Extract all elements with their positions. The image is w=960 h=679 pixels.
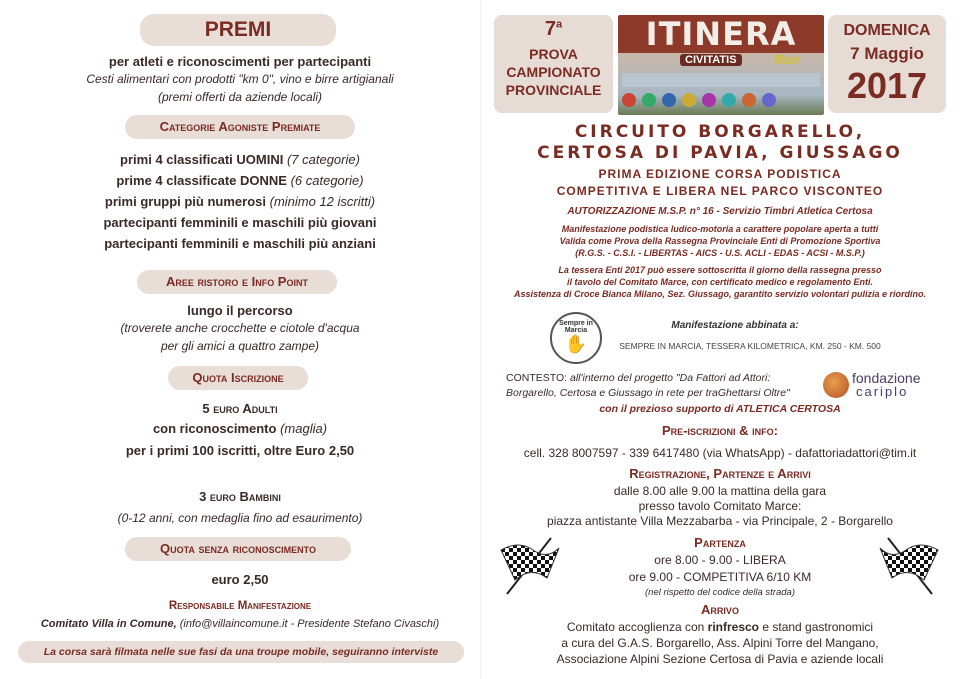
senza-price: euro 2,50 (211, 572, 269, 587)
prima-l1: PRIMA EDIZIONE CORSA PODISTICA (598, 167, 842, 181)
tessera-l1: La tessera Enti 2017 può essere sottoscritta il giorno della rassegna presso (558, 265, 882, 275)
aree-heading: Aree ristoro e Info Point (137, 270, 337, 294)
logo-buildings (622, 73, 820, 87)
prova-l1: PROVA (529, 46, 578, 62)
responsabile-line (0, 618, 480, 630)
circuito-l2: CERTOSA DI PAVIA, GIUSSAGO (537, 143, 903, 163)
quota-ricon-note: (maglia) (280, 421, 328, 436)
prova-num: 7 (544, 18, 556, 40)
quota-riconoscimento (0, 421, 480, 436)
fondazione-l1: fondazione (852, 370, 921, 386)
contesto-text1: all'interno del progetto "Da Fattori ad Attori: (569, 372, 771, 384)
manif-l1: Manifestazione podistica ludico-motoria a carattere popolare aperta a tutti (561, 224, 879, 234)
quota-primi: per i primi 100 iscritti, oltre Euro 2,50 (125, 443, 355, 458)
premi-line3: (premi offerti da aziende locali) (157, 90, 323, 104)
arrivo-l1b: rinfresco (707, 620, 760, 634)
cat-donne (0, 173, 480, 188)
cat-uomini-main: primi 4 classificati UOMINI (120, 152, 284, 167)
logo-sub: CIVITATIS (680, 54, 742, 66)
arrivo-l1c: e stand gastronomici (762, 620, 874, 634)
fondazione-l2: cariplo (856, 384, 909, 399)
logo-crests (622, 93, 776, 107)
fondazione-logo (823, 372, 849, 398)
prova-number (494, 18, 613, 41)
reg-l1: dalle 8.00 alle 9.00 la mattina della gara (613, 484, 827, 498)
partenza-note: (nel rispetto del codice della strada) (645, 587, 795, 598)
arrivo-heading: Arrivo (701, 602, 739, 617)
quota-heading: Quota Iscrizione (168, 366, 308, 390)
itinera-logo (618, 15, 824, 115)
date-year: 2017 (846, 65, 928, 106)
responsabile-main: Comitato Villa in Comune, (40, 618, 177, 630)
contesto-l1 (500, 372, 820, 384)
cat-uomini (0, 152, 480, 167)
reg-l2: presso tavolo Comitato Marce: (638, 499, 802, 513)
tessera-l2: il tavolo del Comitato Marce, con certificato medico e regolamento Enti. (566, 277, 874, 287)
aree-line3: per gli amici a quattro zampe) (160, 339, 320, 353)
categorie-heading: Categorie Agoniste Premiate (125, 115, 355, 139)
circuito-l1: CIRCUITO BORGARELLO, (574, 122, 866, 142)
abbinata-text: SEMPRE IN MARCIA, TESSERA KILOMETRICA, KM. 250 - KM. 500 (619, 341, 881, 351)
logo-text: ITINERA (645, 15, 797, 53)
autorizzazione: AUTORIZZAZIONE M.S.P. n° 16 - Servizio Timbri Atletica Certosa (567, 206, 873, 217)
contatti: cell. 328 8007597 - 339 6417480 (via WhatsApp) - dafattoriadattori@tim.it (523, 446, 917, 460)
cat-gruppi-main: primi gruppi più numerosi (104, 194, 266, 209)
tessera-l3: Assistenza di Croce Bianca Milano, Sez. Giussago, garantito servizio volontari pulizia e riordino. (513, 289, 927, 299)
cat-gruppi-note: (minimo 12 iscritti) (269, 194, 376, 209)
partenza-l2: ore 9.00 - COMPETITIVA 6/10 KM (628, 570, 812, 584)
reg-l3: piazza antistante Villa Mezzabarba - via Principale, 2 - Borgarello (547, 514, 893, 528)
premi-line2: Cesti alimentari con prodotti "km 0", vino e birre artigianali (86, 72, 394, 86)
cat-uomini-note: (7 categorie) (286, 152, 360, 167)
arrivo-l2: a cura del G.A.S. Borgarello, Ass. Alpini Torre del Mangano, (561, 636, 879, 650)
prova-sup: a (556, 18, 563, 31)
senza-heading: Quota senza riconoscimento (125, 537, 351, 561)
cat-gruppi (0, 194, 480, 209)
cat-donne-note: (6 categorie) (290, 173, 364, 188)
quota-bambini-note: (0-12 anni, con medaglia fino ad esaurimento) (117, 511, 363, 525)
quota-adulti: 5 euro Adulti (202, 401, 278, 416)
arrivo-l3: Associazione Alpini Sezione Certosa di Pavia e aziende locali (556, 652, 884, 666)
arrivo-l1a: Comitato accoglienza con (566, 620, 705, 634)
cat-giovani: partecipanti femminili e maschili più giovani (103, 215, 377, 230)
contesto-label: CONTESTO: (506, 372, 568, 384)
aree-line2: (troverete anche crocchette e ciotole d'acqua (120, 321, 360, 335)
quota-bambini: 3 euro Bambini (199, 489, 281, 504)
partenza-l1: ore 8.00 - 9.00 - LIBERA (654, 553, 786, 567)
supporto: con il prezioso supporto di ATLETICA CERTOSA (599, 403, 841, 415)
manif-l2: Valida come Prova della Rassegna Provinciale Enti di Promozione Sportiva (559, 236, 881, 246)
partenza-heading: Partenza (694, 535, 746, 550)
premi-line1: per atleti e riconoscimenti per partecipanti (108, 54, 372, 69)
footer-note: La corsa sarà filmata nelle sue fasi da una troupe mobile, seguiranno interviste (18, 641, 464, 663)
contesto-l2: Borgarello, Certosa e Giussago in rete per traGhettarsi Oltre" (506, 387, 790, 399)
abbinata-title: Manifestazione abbinata a: (671, 320, 799, 331)
prova-l3: PROVINCIALE (505, 82, 602, 98)
logo-run: Run (774, 52, 800, 67)
registrazione-heading: Registrazione, Partenze e Arrivi (629, 466, 811, 481)
prova-l2: CAMPIONATO (506, 64, 601, 80)
sempre-in-marcia-logo (550, 312, 602, 364)
aree-line1: lungo il percorso (187, 303, 293, 318)
sempre-logo-text: Sempre in Marcia (559, 320, 593, 334)
responsabile-detail: (info@villaincomune.it - Presidente Stefano Civaschi) (179, 618, 440, 630)
preiscrizioni-heading: Pre-iscrizioni & info: (662, 423, 778, 438)
premi-heading: PREMI (140, 14, 336, 46)
cat-donne-main: prime 4 classificate DONNE (116, 173, 287, 188)
walker-icon: ✋ (564, 334, 588, 354)
cat-anziani: partecipanti femminili e maschili più anziani (104, 236, 376, 251)
arrivo-l1 (480, 620, 960, 634)
date-day: DOMENICA (843, 22, 931, 39)
manif-l3: (R.G.S. - C.S.I. - LIBERTAS - AICS - U.S. ACLI - EDAS - ACSI - M.S.P.) (575, 248, 865, 258)
responsabile-heading: Responsabile Manifestazione (168, 600, 312, 612)
quota-ricon-main: con riconoscimento (152, 421, 277, 436)
prima-l2: COMPETITIVA E LIBERA NEL PARCO VISCONTEO (556, 184, 884, 198)
date-date: 7 Maggio (850, 44, 924, 63)
